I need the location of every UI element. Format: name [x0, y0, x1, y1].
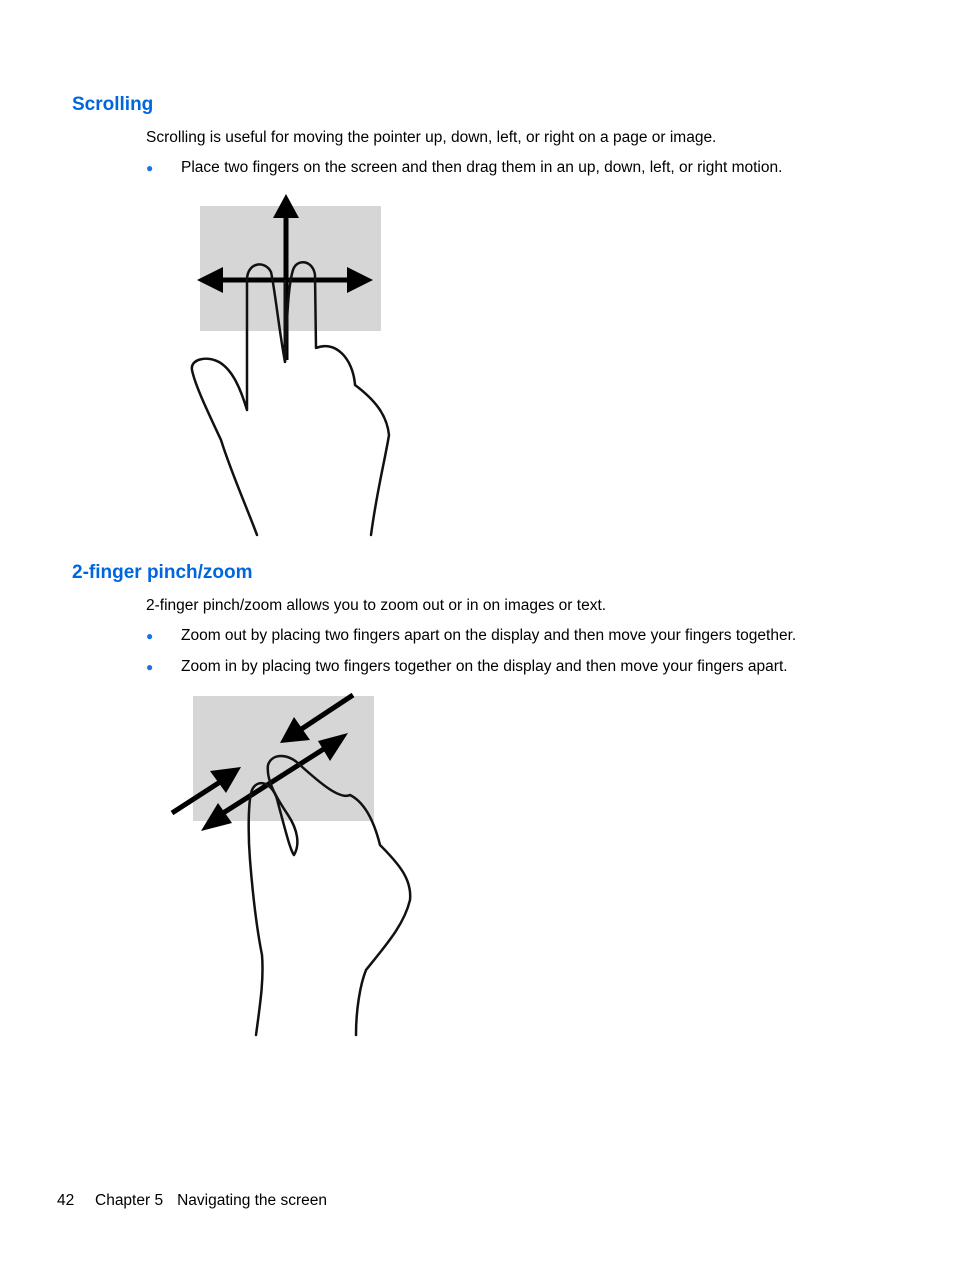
bullet-icon: ● — [146, 161, 154, 175]
section-heading-scrolling: Scrolling — [72, 94, 154, 115]
bullet-text: Zoom out by placing two fingers apart on the display and then move your fingers together. — [181, 627, 797, 644]
bullet-text: Place two fingers on the screen and then drag them in an up, down, left, or right motion. — [181, 159, 783, 176]
bullet-text: Zoom in by placing two fingers together on the display and then move your fingers apart. — [181, 658, 788, 675]
pinch-intro: 2-finger pinch/zoom allows you to zoom out or in on images or text. — [146, 597, 607, 614]
bullet-icon: ● — [146, 629, 154, 643]
scrolling-intro: Scrolling is useful for moving the pointer up, down, left, or right on a page or image. — [146, 129, 717, 146]
footer-chapter: Chapter 5 — [95, 1192, 164, 1209]
footer-chapter-title: Navigating the screen — [177, 1192, 327, 1209]
section-heading-pinch-zoom: 2-finger pinch/zoom — [72, 562, 253, 583]
page-footer — [57, 1191, 327, 1211]
scroll-gesture-illustration — [185, 190, 400, 540]
page-number: 42 — [57, 1192, 75, 1209]
pinch-gesture-illustration — [160, 685, 420, 1040]
bullet-icon: ● — [146, 660, 154, 674]
